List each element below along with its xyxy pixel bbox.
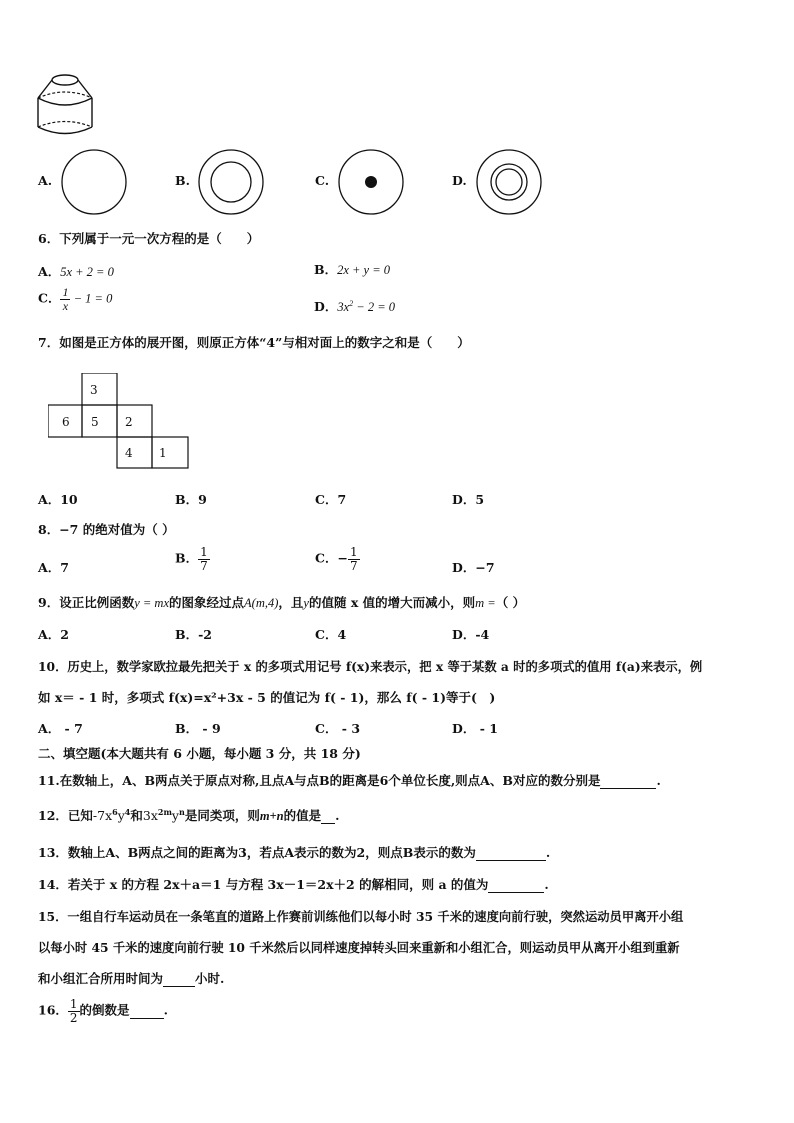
q15-stem-line2: 以每小时 45 千米的速度向前行驶 10 千米然后以同样速度掉转头回来重新和小组汇合，则运动员甲从离开小组到重新 <box>38 940 680 955</box>
q15-answer-blank[interactable] <box>163 971 195 987</box>
q12-term1-exp1: 6 <box>112 806 118 817</box>
q8-option-c-fraction <box>348 546 360 572</box>
q8-stem: 8．−7 的绝对值为（ ） <box>38 522 175 537</box>
q12-term1: -7x <box>92 808 113 823</box>
q10-option-b: B． - 9 <box>175 721 221 736</box>
q11-period: . <box>656 773 661 788</box>
q7-stem: 7．如图是正方体的展开图，则原正方体“4”与相对面上的数字之和是（ ） <box>38 335 470 350</box>
q8-c-denominator: 7 <box>349 558 358 573</box>
cube-net-cell-4: 4 <box>125 446 133 460</box>
q12-pre: 12．已知 <box>38 808 93 823</box>
q5-option-c-label: C. <box>315 173 330 188</box>
q5-option-b-label: B. <box>175 173 190 188</box>
q16-period: . <box>163 1002 168 1018</box>
q16-pre: 16． <box>38 1002 68 1018</box>
q6-stem: 6．下列属于一元一次方程的是（ ） <box>38 231 260 246</box>
q5-option-a-label: A. <box>38 173 53 188</box>
q6-c-denominator: x <box>62 298 69 313</box>
q12-term1-exp2: 4 <box>124 806 131 817</box>
q8-c-numerator: 1 <box>349 545 358 559</box>
section-heading-fill-in: 二、填空题(本大题共有 6 小题，每小题 3 分，共 18 分) <box>38 746 361 761</box>
option-c-circle-dot-icon <box>337 148 405 216</box>
q15-line3-b: 小时. <box>195 971 225 986</box>
q9-stem-part-a: 9．设正比例函数 <box>38 595 135 610</box>
q12-answer-blank[interactable] <box>321 808 335 824</box>
q12-term2: 3x <box>142 808 158 823</box>
q12-term2-exp1: 2m <box>157 806 172 817</box>
q6-option-c-label: C． <box>38 290 61 306</box>
q12-term2-exp2: n <box>178 806 185 817</box>
q16-stem <box>38 998 168 1024</box>
q13-answer-blank[interactable] <box>476 845 546 861</box>
q15-stem-line1: 15．一组自行车运动员在一条笔直的道路上作赛前训练他们以每小时 35 千米的速度向前行驶，突然运动员甲离开小组 <box>38 909 684 924</box>
q8-option-c <box>315 546 360 572</box>
q9-var-m: m = <box>475 596 496 610</box>
q6-option-d-base: 3x <box>337 300 350 314</box>
q8-option-b-label: B． <box>175 550 199 566</box>
q6-option-a <box>38 262 114 280</box>
q14-stem <box>38 875 549 893</box>
q6-option-d-exponent: 2 <box>349 298 354 308</box>
q6-option-b-label: B． <box>314 262 338 277</box>
q10-option-d: D． - 1 <box>452 721 498 736</box>
q8-b-denominator: 7 <box>200 558 208 573</box>
q8-option-d: D．−7 <box>452 560 495 575</box>
q8-option-c-label: C．− <box>315 550 348 566</box>
q7-option-d: D．5 <box>452 492 485 507</box>
q15-stem-line3 <box>38 969 224 987</box>
q9-stem-part-b: 的图象经过点 <box>169 595 245 610</box>
q6-option-c <box>38 286 112 312</box>
q6-option-a-label: A． <box>38 264 61 279</box>
option-b-concentric-circles-icon <box>197 148 265 216</box>
q16-answer-blank[interactable] <box>130 1003 164 1019</box>
q11-stem <box>38 771 661 789</box>
frustum-figure <box>34 72 96 136</box>
q14-period: . <box>544 877 549 892</box>
q9-stem-part-e: （ ） <box>495 595 526 610</box>
q10-stem-line1: 10．历史上，数学家欧拉最先把关于 x 的多项式用记号 f(x)来表示，把 x 等于某数 a 时的多项式的值用 f(a)来表示，例 <box>38 659 703 674</box>
q16-denominator: 2 <box>69 1010 78 1025</box>
q15-line3-a: 和小组汇合所用时间为 <box>38 971 164 986</box>
q6-c-numerator: 1 <box>62 285 69 299</box>
q6-option-a-expr: 5x + 2 = 0 <box>60 265 114 279</box>
q14-text: 14．若关于 x 的方程 2x＋a＝1 与方程 3x－1＝2x＋2 的解相同，则 a 的值为 <box>38 877 489 892</box>
q8-option-a: A．7 <box>38 560 69 575</box>
q10-option-a: A． - 7 <box>38 721 83 736</box>
q9-point: A(m,4) <box>244 596 279 610</box>
cube-net-cell-2: 2 <box>125 415 133 429</box>
q12-stem <box>38 806 340 824</box>
q10-option-c: C． - 3 <box>315 721 361 736</box>
q6-option-b <box>314 260 390 278</box>
q14-answer-blank[interactable] <box>488 877 544 893</box>
q9-option-d: D．-4 <box>452 627 490 642</box>
q12-and: 和 <box>130 808 143 823</box>
option-d-triple-circles-icon <box>475 148 543 216</box>
q13-text: 13．数轴上A、B两点之间的距离为3，若点A表示的数为2，则点B表示的数为 <box>38 845 476 860</box>
q12-post: 是同类项，则 <box>184 808 260 823</box>
q16-numerator: 1 <box>69 997 78 1011</box>
q9-function: y = mx <box>134 596 170 610</box>
q9-option-c: C．4 <box>315 627 347 642</box>
q11-answer-blank[interactable] <box>600 773 656 789</box>
q10-stem-line2: 如 x＝ - 1 时，多项式 f(x)=x²+3x - 5 的值记为 f( - 1)，那么 f( - 1)等于( ) <box>38 690 496 705</box>
q12-term1-y: y <box>117 808 125 823</box>
q8-option-b-fraction <box>198 546 210 572</box>
q13-period: . <box>545 845 551 860</box>
option-a-circle-icon <box>60 148 128 216</box>
cube-net-figure <box>48 373 194 469</box>
cube-net-cell-1: 1 <box>159 446 167 460</box>
q6-option-b-expr: 2x + y = 0 <box>337 263 391 277</box>
q8-b-numerator: 1 <box>200 545 208 559</box>
q9-option-b: B．-2 <box>175 627 212 642</box>
cube-net-cell-5: 5 <box>91 415 99 429</box>
q6-option-d <box>314 297 395 315</box>
cube-net-cell-6: 6 <box>62 415 70 429</box>
q6-option-c-fraction <box>60 286 70 312</box>
q9-stem <box>38 593 525 611</box>
q9-var-y: y <box>303 596 309 610</box>
q5-option-d-label: D. <box>452 173 467 188</box>
q13-stem <box>38 843 550 861</box>
q12-term2-y: y <box>171 808 179 823</box>
q12-m-plus-n: m+n <box>259 809 284 823</box>
q16-post: 的倒数是 <box>79 1002 130 1018</box>
q11-text: 11.在数轴上，A、B两点关于原点对称,且点A与点B的距离是6个单位长度,则点A、B对应的数分别是 <box>38 773 601 788</box>
q12-end: 的值是 <box>283 808 322 823</box>
q12-period: . <box>335 808 340 823</box>
cube-net-cell-3: 3 <box>90 383 98 397</box>
q6-option-c-rest: − 1 = 0 <box>70 291 113 306</box>
q7-option-b: B．9 <box>175 492 207 507</box>
q16-fraction <box>68 998 80 1024</box>
q9-stem-part-d: 的值随 x 值的增大而减小，则 <box>308 595 476 610</box>
q7-option-c: C．7 <box>315 492 347 507</box>
q9-stem-part-c: ，且 <box>278 595 304 610</box>
q8-option-b <box>175 546 210 572</box>
q6-option-d-rest: − 2 = 0 <box>353 300 396 314</box>
q9-option-a: A．2 <box>38 627 69 642</box>
q7-option-a: A．10 <box>38 492 78 507</box>
q6-option-d-label: D． <box>314 299 338 314</box>
